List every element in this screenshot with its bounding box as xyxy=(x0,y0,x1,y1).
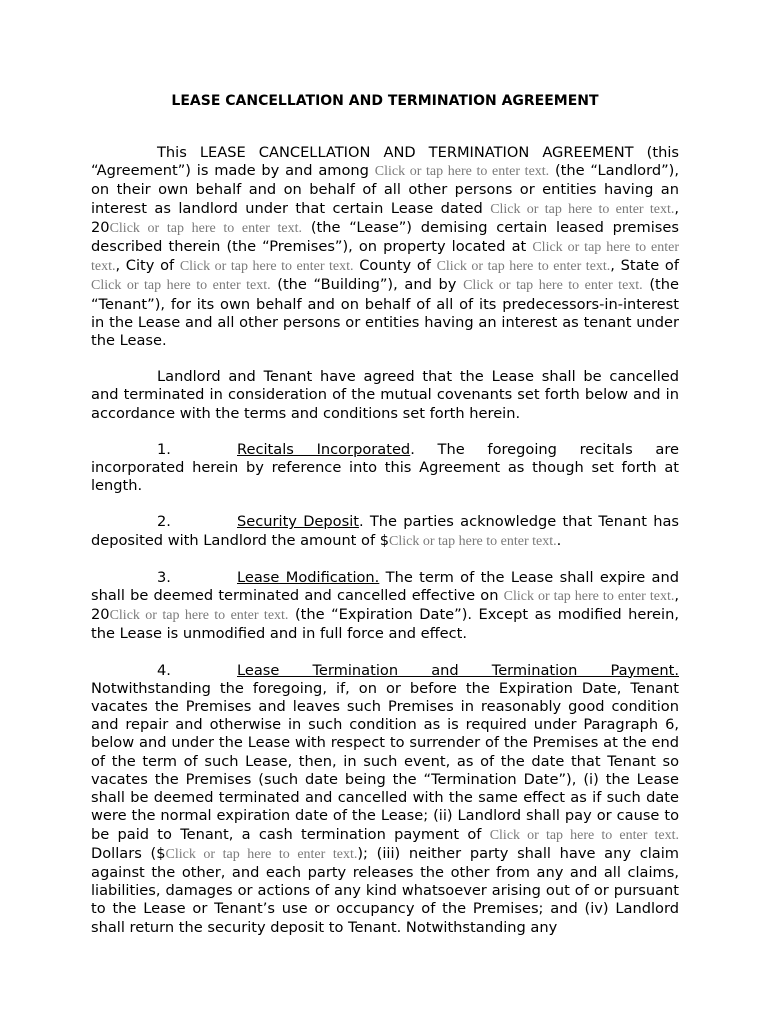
expiration-date-field[interactable]: Click or tap here to enter text. xyxy=(503,589,675,605)
section-heading: Security Deposit xyxy=(237,513,359,531)
deposit-amount-field[interactable]: Click or tap here to enter text. xyxy=(389,533,557,549)
tenant-name-field[interactable]: Click or tap here to enter text. xyxy=(463,278,643,294)
section-text: , 20 xyxy=(91,587,679,624)
section-number: 1. xyxy=(157,440,171,458)
document-body xyxy=(91,93,679,955)
section-number: 4. xyxy=(157,661,171,679)
section-text: . The foregoing recitals are incorporated herein by reference into this Agreement as though set forth at length. xyxy=(91,440,680,495)
payment-amount-field[interactable]: Click or tap here to enter text. xyxy=(165,846,358,862)
section-text: The term of the Lease shall expire and shall be deemed terminated and cancelled effective on xyxy=(91,568,679,605)
county-field[interactable]: Click or tap here to enter text. xyxy=(436,259,611,275)
lease-year-field[interactable]: Click or tap here to enter text. xyxy=(109,220,303,236)
section-4 xyxy=(91,662,679,937)
intro-text: This LEASE CANCELLATION AND TERMINATION AGREEMENT (this “Agreement”) is made by and among xyxy=(91,144,679,180)
intro-text: (the “Landlord”), on their own behalf and on behalf of all other persons or entities having an interest as landlord under that certain Lease dated xyxy=(91,162,679,217)
intro-paragraph xyxy=(91,144,679,350)
section-heading: Lease Modification. xyxy=(237,568,380,586)
intro-text: , City of xyxy=(115,257,180,275)
section-text: . The parties acknowledge that Tenant has deposited with Landlord the amount of $ xyxy=(91,513,679,549)
intro-text: , State of xyxy=(610,257,679,275)
recital-paragraph: Landlord and Tenant have agreed that the Lease shall be cancelled and terminated in consideration of the mutual covenants set forth below and in accordance with the terms and conditions set forth herein. xyxy=(91,368,679,422)
intro-text: County of xyxy=(353,257,437,275)
document-title: LEASE CANCELLATION AND TERMINATION AGREEMENT xyxy=(171,93,599,109)
intro-text: (the “Lease”) demising certain leased premises described therein (the “Premises”), on property located at xyxy=(91,218,679,256)
state-field[interactable]: Click or tap here to enter text. xyxy=(91,278,271,294)
intro-text: (the “Building”), and by xyxy=(270,276,464,294)
section-number: 2. xyxy=(157,513,171,531)
intro-text: , 20 xyxy=(91,199,679,236)
section-number: 3. xyxy=(157,568,171,586)
section-text: (the “Expiration Date”). Except as modified herein, the Lease is unmodified and in full force and effect. xyxy=(91,606,679,643)
payment-words-field[interactable]: Click or tap here to enter text. xyxy=(489,827,679,843)
lease-date-field[interactable]: Click or tap here to enter text. xyxy=(490,201,675,217)
section-3 xyxy=(91,569,679,644)
landlord-name-field[interactable]: Click or tap here to enter text. xyxy=(374,164,550,180)
expiration-year-field[interactable]: Click or tap here to enter text. xyxy=(109,608,289,624)
section-text: ); (iii) neither party shall have any claim against the other, and each party releases the other from any and all claims, liabilities, damages or actions of any kind whatsoever arising out of or pursuant to the Lease or Tenant’s use or occupancy of the Premises; and (iv) Landlord shall return the security deposit to Tenant. Notwithstanding any xyxy=(91,844,679,936)
section-heading: Lease Termination and Termination Payment. xyxy=(237,661,679,679)
section-heading: Recitals Incorporated xyxy=(237,440,411,458)
property-address-field[interactable]: Click or tap here to enter text. xyxy=(91,240,679,275)
section-text: . xyxy=(556,531,562,549)
section-text: Dollars ($ xyxy=(91,844,166,862)
section-2 xyxy=(91,513,679,550)
section-text: Notwithstanding the foregoing, if, on or before the Expiration Date, Tenant vacates the Premises and leaves such Premises in reasonably good condition and repair and otherwise in such condition as is required under Paragraph 6, below and under the Lease with respect to surrender of the Premises at the end of the term of such Lease, then, in such event, as of the date that Tenant so vacates the Premises (such date being the “Termination Date”), (i) the Lease shall be deemed terminated and cancelled with the same effect as if such date were the normal expiration date of the Lease; (ii) Landlord shall pay or cause to be paid to Tenant, a cash termination payment of xyxy=(91,679,679,843)
section-1 xyxy=(91,441,679,496)
city-field[interactable]: Click or tap here to enter text. xyxy=(179,259,354,275)
intro-text: (the “Tenant”), for its own behalf and on behalf of all of its predecessors-in-interest in the Lease and all other persons or entities having an interest as tenant under the Lease. xyxy=(91,276,679,350)
